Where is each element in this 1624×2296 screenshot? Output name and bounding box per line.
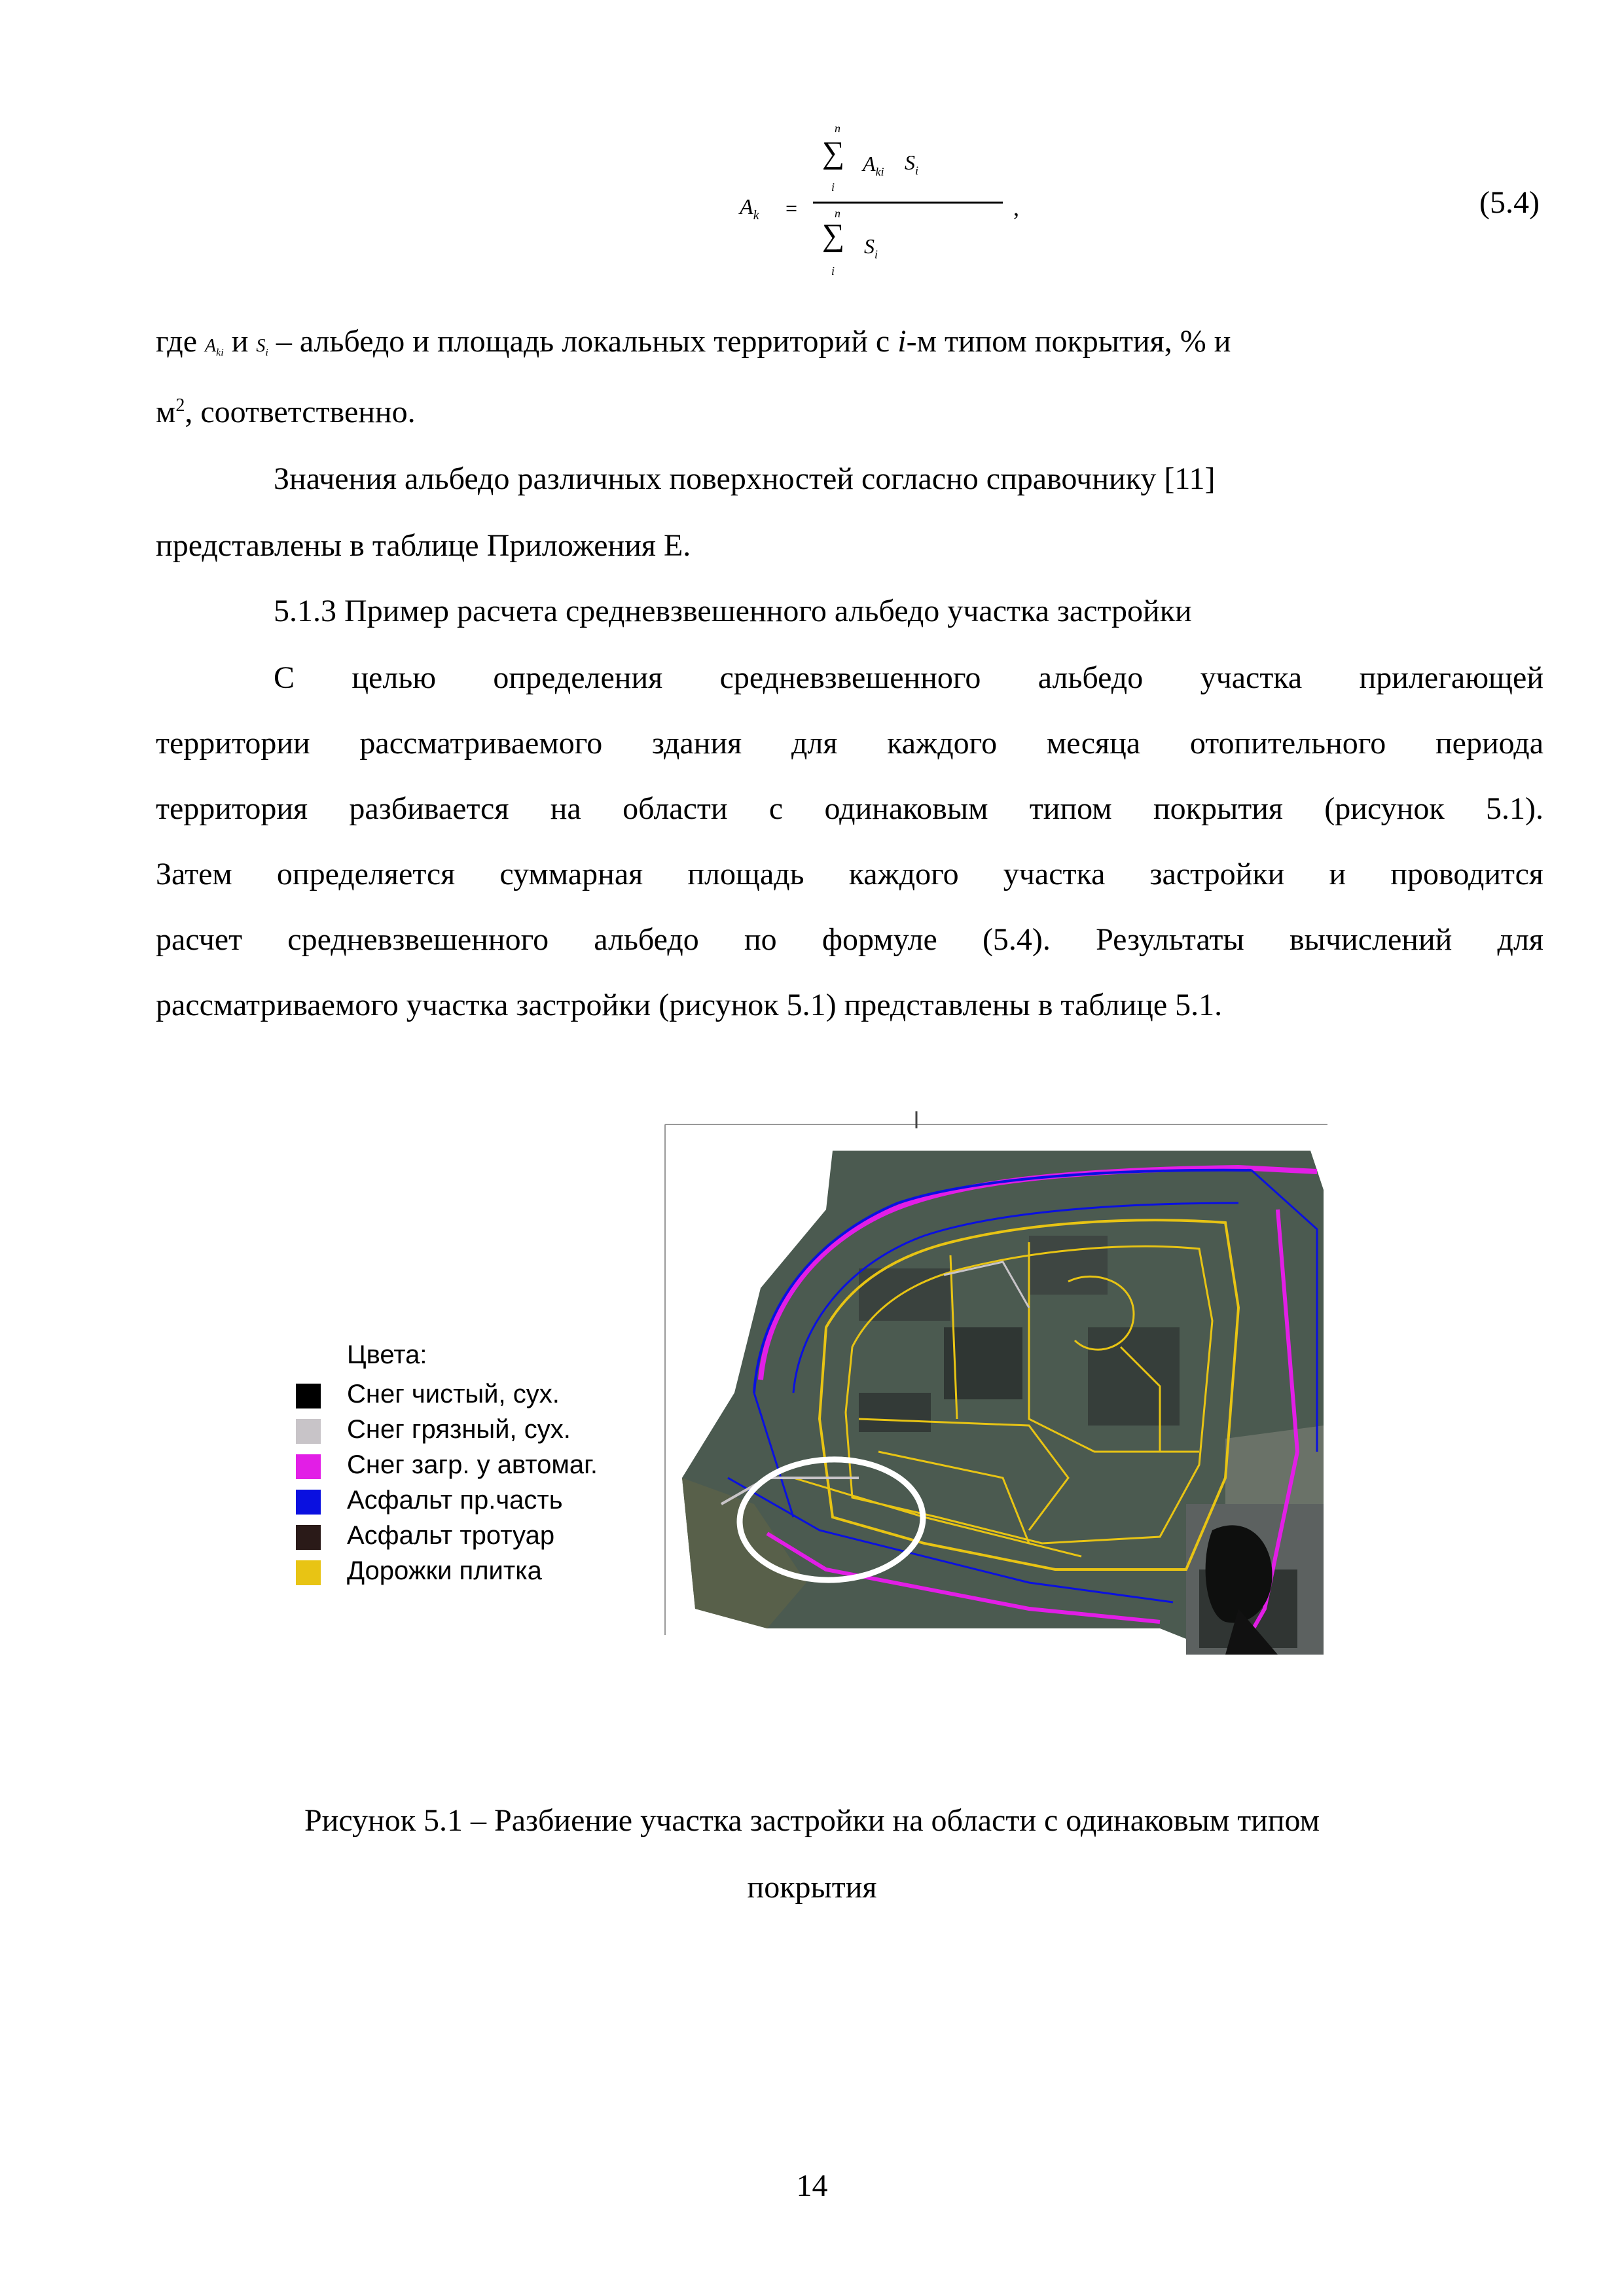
para3-line1: С целью определения средневзвешенного альбедо участка прилегающей [274,660,1543,695]
site-coverage-map [662,1111,1330,1655]
para3-line4: Затем определяется суммарная площадь каждого участка застройки и проводится [156,857,1543,891]
legend-label: Асфальт тротуар [347,1521,555,1550]
figure-caption-line1: Рисунок 5.1 – Разбиение участка застройки на области с одинаковым типом [304,1803,1320,1838]
where-line: где $A_{ki}$ и $S_i$ – альбедо и площадь локальных территорий с i-м типом покрытия, % и [156,324,1231,359]
formula-num-upper-limit: n [835,122,840,135]
legend-item [296,1555,662,1589]
legend-item [296,1520,662,1554]
formula-num-lower-limit: i [831,181,835,194]
para3-line6: рассматриваемого участка застройки (рисунок 5.1) представлены в таблице 5.1. [156,988,1223,1022]
inline-area-var: $S_i$ [256,336,268,359]
para2-line1: Значения альбедо различных поверхностей согласно справочнику [11] [274,461,1216,496]
formula-num-albedo: $A_{ki}$ [863,152,884,179]
legend-item [296,1414,662,1448]
formula-num-sigma: ∑ [822,135,845,170]
formula-den-sigma: ∑ [822,218,845,253]
legend-swatch [296,1384,321,1408]
where-line-2: $м^2$, соответственно. [156,395,416,429]
legend-swatch [296,1454,321,1479]
legend-item [296,1484,662,1518]
fraction-bar [813,202,1003,204]
legend-label: Снег чистый, сух. [347,1380,560,1408]
para2-line2: представлены в таблице Приложения Е. [156,528,691,563]
legend-item [296,1378,662,1412]
legend-swatch [296,1560,321,1585]
formula-5-4 [740,118,1019,301]
legend-label: Снег загр. у автомаг. [347,1450,598,1479]
page-number: 14 [796,2168,828,2203]
map-legend [296,1340,662,1615]
para3-line3: территория разбивается на области с одинаковым типом покрытия (рисунок 5.1). [156,791,1543,826]
para3-line5: расчет средневзвешенного альбедо по формуле (5.4). Результаты вычислений для [156,922,1543,957]
formula-comma: , [1013,194,1019,221]
figure-caption-line2: покрытия [747,1870,877,1905]
aerial-map-image [662,1111,1330,1655]
formula-lhs: $A_k$ [740,195,759,223]
legend-title: Цвета: [347,1340,427,1369]
legend-label: Дорожки плитка [347,1556,542,1585]
legend-item [296,1449,662,1483]
formula-den-area: $S_i$ [864,234,878,261]
legend-swatch [296,1525,321,1550]
section-heading: 5.1.3 Пример расчета средневзвешенного альбедо участка застройки [274,594,1192,628]
legend-swatch [296,1419,321,1444]
formula-den-lower-limit: i [831,264,835,278]
formula-den-upper-limit: n [835,207,840,220]
formula-num-area: $S_i$ [905,151,919,177]
formula-equals: = [785,196,798,220]
para3-line2: территории рассматриваемого здания для каждого месяца отопительного периода [156,726,1543,761]
legend-label: Асфальт пр.часть [347,1486,563,1515]
legend-label: Снег грязный, сух. [347,1415,571,1444]
legend-swatch [296,1490,321,1515]
inline-albedo-var: $A_{ki}$ [205,336,224,359]
equation-number: (5.4) [1479,185,1540,220]
